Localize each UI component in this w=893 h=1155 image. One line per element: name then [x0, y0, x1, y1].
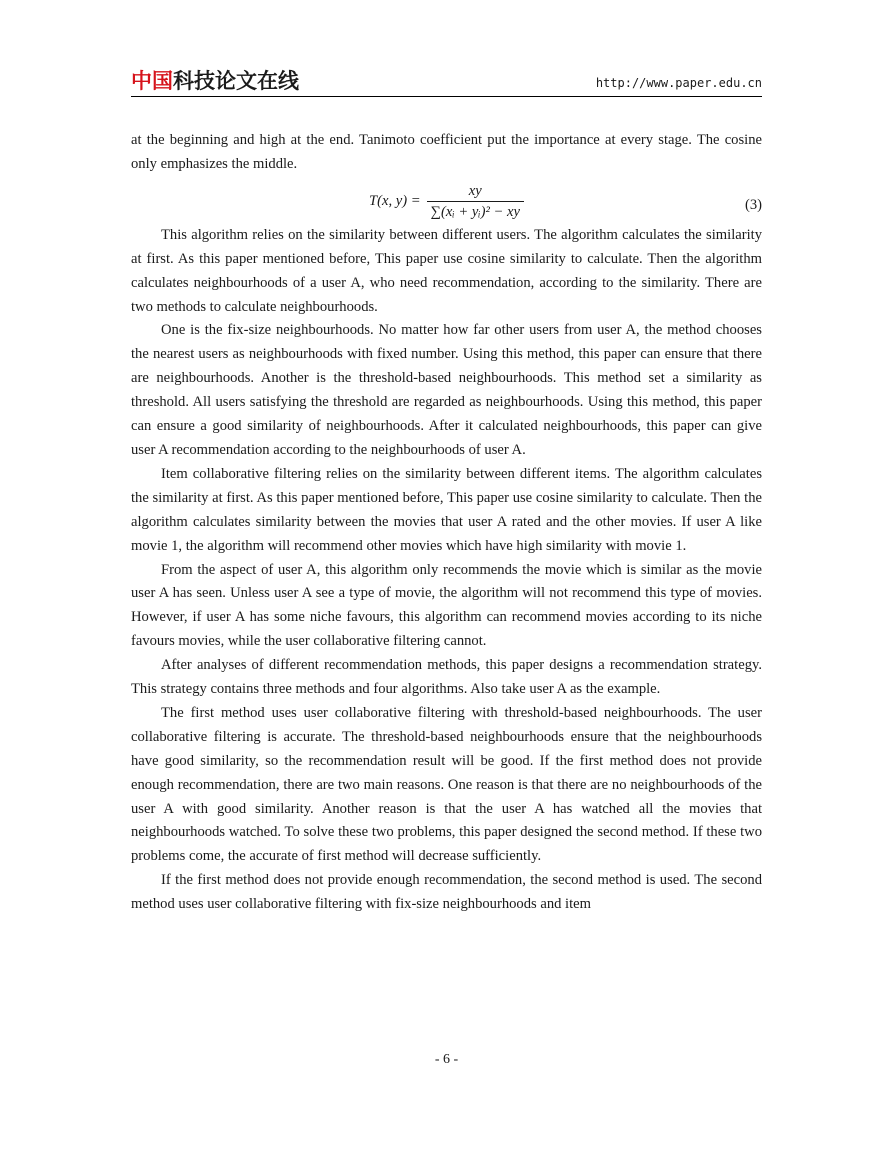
page-number: - 6 -	[434, 1052, 459, 1067]
equation-numerator: xy	[468, 182, 482, 199]
paragraph: One is the fix-size neighbourhoods. No matter how far other users from user A, the method chooses the nearest users as neighbourhoods with fixed number. Using this method, this paper can ensure that there are neighbourhoods. Another is the threshold-based neighbourhoods. This method set a similarity as threshold. All users satisfying the threshold are regarded as neighbourhoods. Using this method, this paper can ensure a good similarity of neighbourhoods. After it calculated neighbourhoods, this paper can give user A recommendation according to the neighbourhoods of user A.	[131, 322, 762, 458]
equation-expression	[369, 183, 524, 221]
equation-lhs: T(x, y) =	[369, 192, 421, 209]
equation-body	[131, 183, 762, 221]
paragraph: Item collaborative filtering relies on the similarity between different items. The algorithm calculates the similarity at first. As this paper mentioned before, This paper use cosine similarity to calculate. Then the algorithm calculates similarity between the movies that user A rated and the other movies. If user A like movie 1, the algorithm will recommend other movies which have high similarity with movie 1.	[131, 465, 762, 554]
equation-fraction	[427, 183, 524, 221]
logo-dark-text: 科技论文在线	[173, 69, 299, 93]
page-header	[131, 66, 762, 97]
paper-body	[131, 129, 762, 917]
equation-3	[131, 177, 762, 224]
paragraph: This algorithm relies on the similarity between different users. The algorithm calculates the similarity at first. As this paper mentioned before, This paper use cosine similarity to calculate. Then the algorithm calculates neighbourhoods of a user A, who need recommendation, according to the similarity. There are two methods to calculate neighbourhoods.	[131, 226, 762, 315]
paragraph: From the aspect of user A, this algorithm only recommends the movie which is similar as the movie user A has seen. Unless user A see a type of movie, the algorithm will not recommend this type of movies. However, if user A has some niche favours, this algorithm can recommend movies according to its niche favours movies, while the user collaborative filtering cannot.	[131, 561, 762, 650]
paragraph: The first method uses user collaborative filtering with threshold-based neighbourhoods. The user collaborative filtering is accurate. The threshold-based neighbourhoods ensure that the neighbourhoods have good similarity, so the recommendation result will be good. If the first method does not provide enough recommendation, there are two main reasons. One reason is that there are no neighbourhoods of the user A with good similarity. Another reason is that the user A has watched all the movies that neighbourhoods watched. To solve these two problems, this paper designed the second method. If these two problems come, the accurate of first method will decrease sufficiently.	[131, 704, 762, 865]
site-logo	[131, 68, 299, 94]
logo-red-text: 中国	[131, 69, 173, 93]
paragraph: If the first method does not provide enough recommendation, the second method is used. The second method uses user collaborative filtering with fix-size neighbourhoods and item	[131, 872, 762, 913]
header-url: http://www.paper.edu.cn	[595, 76, 762, 90]
paragraph: After analyses of different recommendation methods, this paper designs a recommendation strategy. This strategy contains three methods and four algorithms. Also take user A as the example.	[131, 657, 762, 698]
equation-denominator: ∑(xᵢ + yᵢ)² − xy	[427, 201, 524, 221]
equation-number: (3)	[744, 196, 762, 213]
paragraph-continued: at the beginning and high at the end. Tanimoto coefficient put the importance at every stage. The cosine only emphasizes the middle.	[131, 132, 762, 172]
